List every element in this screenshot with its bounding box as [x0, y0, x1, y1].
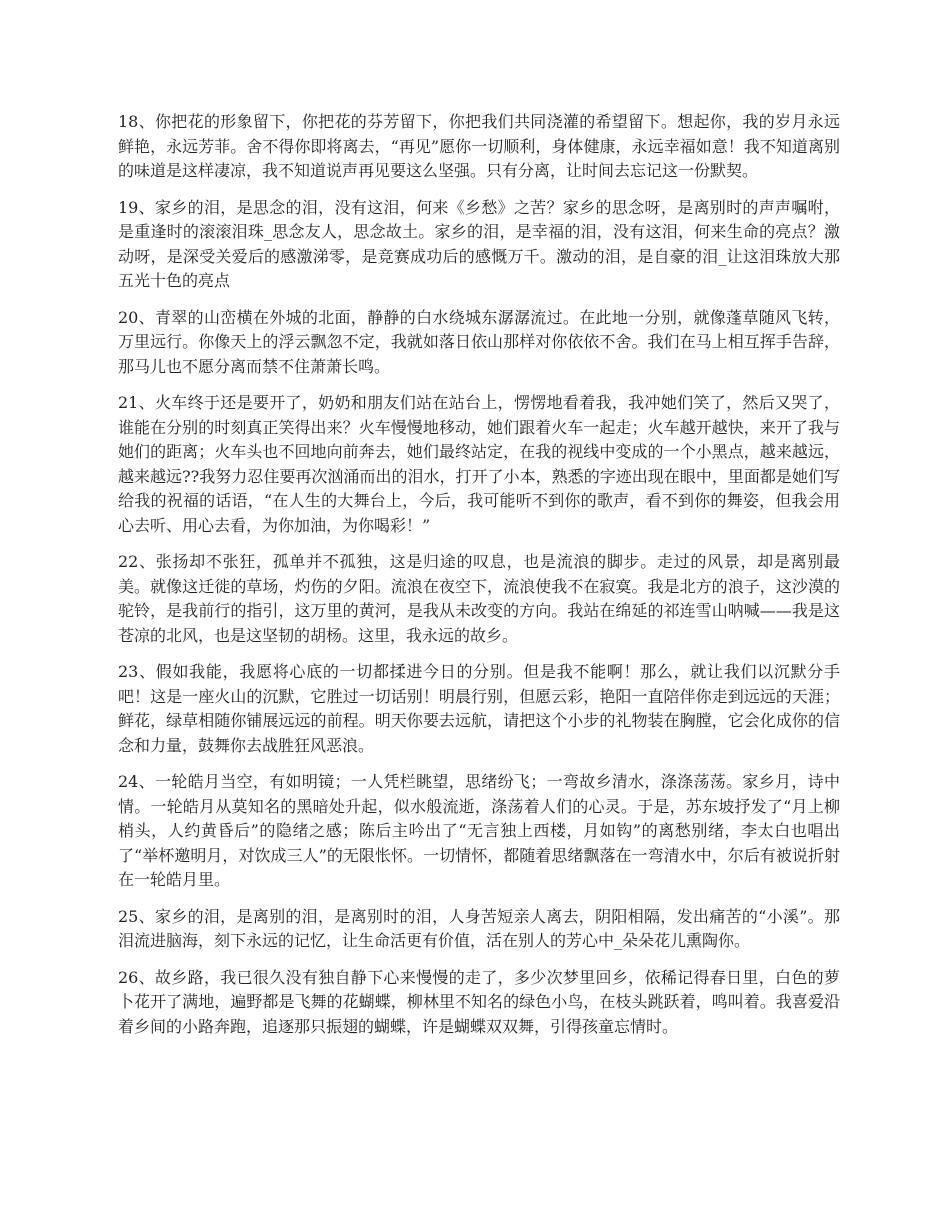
paragraph-24: 24、一轮皓月当空，有如明镜；一人凭栏眺望，思绪纷飞；一弯故乡清水，涤涤荡荡。家乡月，诗中情。一轮皓月从莫知名的黑暗处升起，似水般流逝，涤荡着人们的心灵。于是，苏东坡抒发了“月上柳梢头，人约黄昏后”的隐绪之感；陈后主吟出了“无言独上西楼，月如钩”的离愁别绪，李太白也唱出了“举杯邀明月，对饮成三人”的无限怅怀。一切情怀，都随着思绪飘落在一弯清水中，尔后有被说折射在一轮皓月里。 — [118, 772, 840, 889]
paragraph-18: 18、你把花的形象留下，你把花的芬芳留下，你把我们共同浇灌的希望留下。想起你，我的岁月永远鲜艳，永远芳菲。舍不得你即将离去，“再见”愿你一切顺利，身体健康，永远幸福如意！我不知道离别的味道是这样凄凉，我不知道说声再见要这么坚强。只有分离，让时间去忘记这一份默契。 — [118, 112, 840, 180]
paragraph-25: 25、家乡的泪，是离别的泪，是离别时的泪，人身苦短亲人离去，阴阳相隔，发出痛苦的“小溪”。那泪流进脑海，刻下永远的记忆，让生命活更有价值，活在别人的芳心中_朵朵花儿熏陶你。 — [118, 906, 840, 950]
paragraph-23: 23、假如我能，我愿将心底的一切都揉进今日的分别。但是我不能啊！那么，就让我们以沉默分手吧！这是一座火山的沉默，它胜过一切话别！明晨行别，但愿云彩，艳阳一直陪伴你走到远远的天涯；鲜花，绿草相随你铺展远远的前程。明天你要去远航，请把这个小步的礼物装在胸膛，它会化成你的信念和力量，鼓舞你去战胜狂风恶浪。 — [118, 662, 840, 755]
paragraph-20: 20、青翠的山峦横在外城的北面，静静的白水绕城东潺潺流过。在此地一分别，就像蓬草随风飞转，万里远行。你像天上的浮云飘忽不定，我就如落日依山那样对你依依不舍。我们在马上相互挥手告辞，那马儿也不愿分离而禁不住萧萧长鸣。 — [118, 307, 840, 376]
paragraph-21: 21、火车终于还是要开了，奶奶和朋友们站在站台上，愣愣地看着我，我冲她们笑了，然后又哭了，谁能在分别的时刻真正笑得出来？火车慢慢地移动，她们跟着火车一起走；火车越开越快，来开了我与她们的距离；火车头也不回地向前奔去，她们最终站定，在我的视线中变成的一个小黑点，越来越远，越来越远??我努力忍住要再次汹涌而出的泪水，打开了小本，熟悉的字迹出现在眼中，里面都是她们写给我的祝福的话语，“在人生的大舞台上，今后，我可能听不到你的歌声，看不到你的舞姿，但我会用心去听、用心去看，为你加油，为你喝彩！” — [118, 393, 840, 535]
paragraph-22: 22、张扬却不张狂，孤单并不孤独，这是归途的叹息，也是流浪的脚步。走过的风景，却是离别最美。就像这迁徙的草场，灼伤的夕阳。流浪在夜空下，流浪使我不在寂寞。我是北方的浪子，这沙漠的驼铃，是我前行的指引，这万里的黄河，是我从未改变的方向。我站在绵延的祁连雪山呐喊——我是这苍凉的北风，也是这坚韧的胡杨。这里，我永远的故乡。 — [118, 552, 840, 645]
paragraph-19: 19、家乡的泪，是思念的泪，没有这泪，何来《乡愁》之苦？家乡的思念呀，是离别时的声声嘱咐，是重逢时的滚滚泪珠_思念友人，思念故土。家乡的泪，是幸福的泪，没有这泪，何来生命的亮点？激动呀，是深受关爱后的感激涕零，是竞赛成功后的感慨万千。激动的泪，是自豪的泪_让这泪珠放大那五光十色的亮点 — [118, 197, 840, 290]
document-body — [118, 110, 840, 1051]
paragraph-26: 26、故乡路，我已很久没有独自静下心来慢慢的走了，多少次梦里回乡，依稀记得春日里，白色的萝卜花开了满地，遍野都是飞舞的花蝴蝶，柳林里不知名的绿色小鸟，在枝头跳跃着，鸣叫着。我喜爱沿着乡间的小路奔跑，追逐那只振翅的蝴蝶，许是蝴蝶双双舞，引得孩童忘情时。 — [118, 967, 840, 1036]
